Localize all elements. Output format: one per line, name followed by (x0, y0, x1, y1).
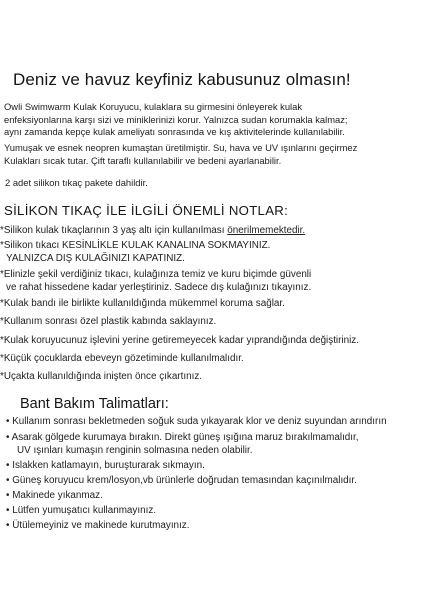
material-line: Yumuşak ve esnek neopren kumaştan üretilmiştir. Su, hava ve UV ışınlarını geçirmez (4, 142, 358, 153)
note-text: *Silikon kulak tıkaçlarının 3 yaş altı için kullanılması (0, 225, 228, 236)
care-line: • Güneş koruyucu krem/losyon,vb ürünlerle doğrudan temasından kaçınılmalıdır. (6, 475, 357, 486)
intro-paragraph (4, 101, 422, 139)
silicone-note-item (0, 239, 270, 265)
care-line: • Ütülemeyiniz ve makinede kurutmayınız. (6, 520, 190, 531)
care-line: • Asarak gölgede kurumaya bırakın. Direkt güneş ışığına maruz bırakılmamalıdır, (6, 432, 359, 443)
silicone-note-item: *Kulak bandı ile birlikte kullanıldığında mükemmel koruma sağlar. (0, 298, 285, 309)
material-paragraph (4, 142, 422, 167)
package-note: 2 adet silikon tıkaç pakete dahildir. (5, 177, 148, 188)
care-line: • Lütfen yumuşatıcı kullanmayınız. (6, 505, 157, 516)
material-line: Kulakları sıcak tutar. Çift taraflı kullanılabilir ve bedeni ayarlanabilir. (4, 154, 282, 166)
care-item (6, 432, 359, 457)
care-item (6, 505, 156, 518)
care-line: • Kullanım sonrası bekletmeden soğuk suda yıkayarak klor ve deniz suyundan arındırın (6, 416, 387, 427)
care-line: UV ışınları kumaşın renginin solmasına neden olabilir. (17, 444, 253, 456)
silicone-note-item: *Küçük çocuklarda ebeveyn gözetiminde kullanılmalıdır. (0, 353, 244, 364)
silicone-note-item: *Kulak koruyucunuz işlevini yerine getiremeyecek kadar yıprandığında değiştiriniz. (0, 335, 359, 346)
care-line: • Makinede yıkanmaz. (6, 490, 103, 501)
silicone-notes-title: SİLİKON TIKAÇ İLE İLGİLİ ÖNEMLİ NOTLAR: (4, 203, 289, 218)
silicone-note-item (0, 224, 305, 237)
intro-line: enfeksiyonlarına karşı sizi ve miniklerinizi korur. Yalnızca sudan korumakla kalmaz; (4, 113, 348, 125)
care-instructions-title: Bant Bakım Talimatları: (20, 396, 169, 412)
note-underlined-text: önerilmemektedir. (227, 225, 306, 236)
care-item (6, 475, 357, 488)
intro-line: aynı zamanda kepçe kulak ameliyatı sonrasında ve kış aktivitelerinde kullanılabilir. (4, 126, 345, 137)
page-headline: Deniz ve havuz keyfiniz kabusunuz olmasın! (13, 70, 351, 89)
care-item (6, 460, 205, 473)
silicone-note-item: *Uçakta kullanıldığında inişten önce çıkartınız. (0, 371, 202, 382)
silicone-note-item (0, 268, 311, 294)
intro-line: Owli Swimwarm Kulak Koruyucu, kulaklara su girmesini önleyerek kulak (4, 101, 303, 112)
note-line: ve rahat hissedene kadar yerleştiriniz. Sadece dış kulağınızı tıkayınız. (6, 282, 312, 293)
note-line: YALNIZCA DIŞ KULAĞINIZI KAPATINIZ. (6, 253, 185, 264)
care-item (6, 490, 103, 503)
care-item (6, 520, 189, 533)
note-line: *Silikon tıkacı KESİNLİKLE KULAK KANALINA SOKMAYINIZ. (0, 240, 271, 251)
care-line: • Islakken katlamayın, buruşturarak sıkmayın. (6, 460, 205, 471)
note-line: *Elinizle şekil verdiğiniz tıkacı, kulağınıza temiz ve kuru biçimde güvenli (0, 269, 312, 280)
care-item (6, 416, 387, 429)
silicone-note-item: *Kullanım sonrası özel plastik kabında saklayınız. (0, 316, 217, 327)
